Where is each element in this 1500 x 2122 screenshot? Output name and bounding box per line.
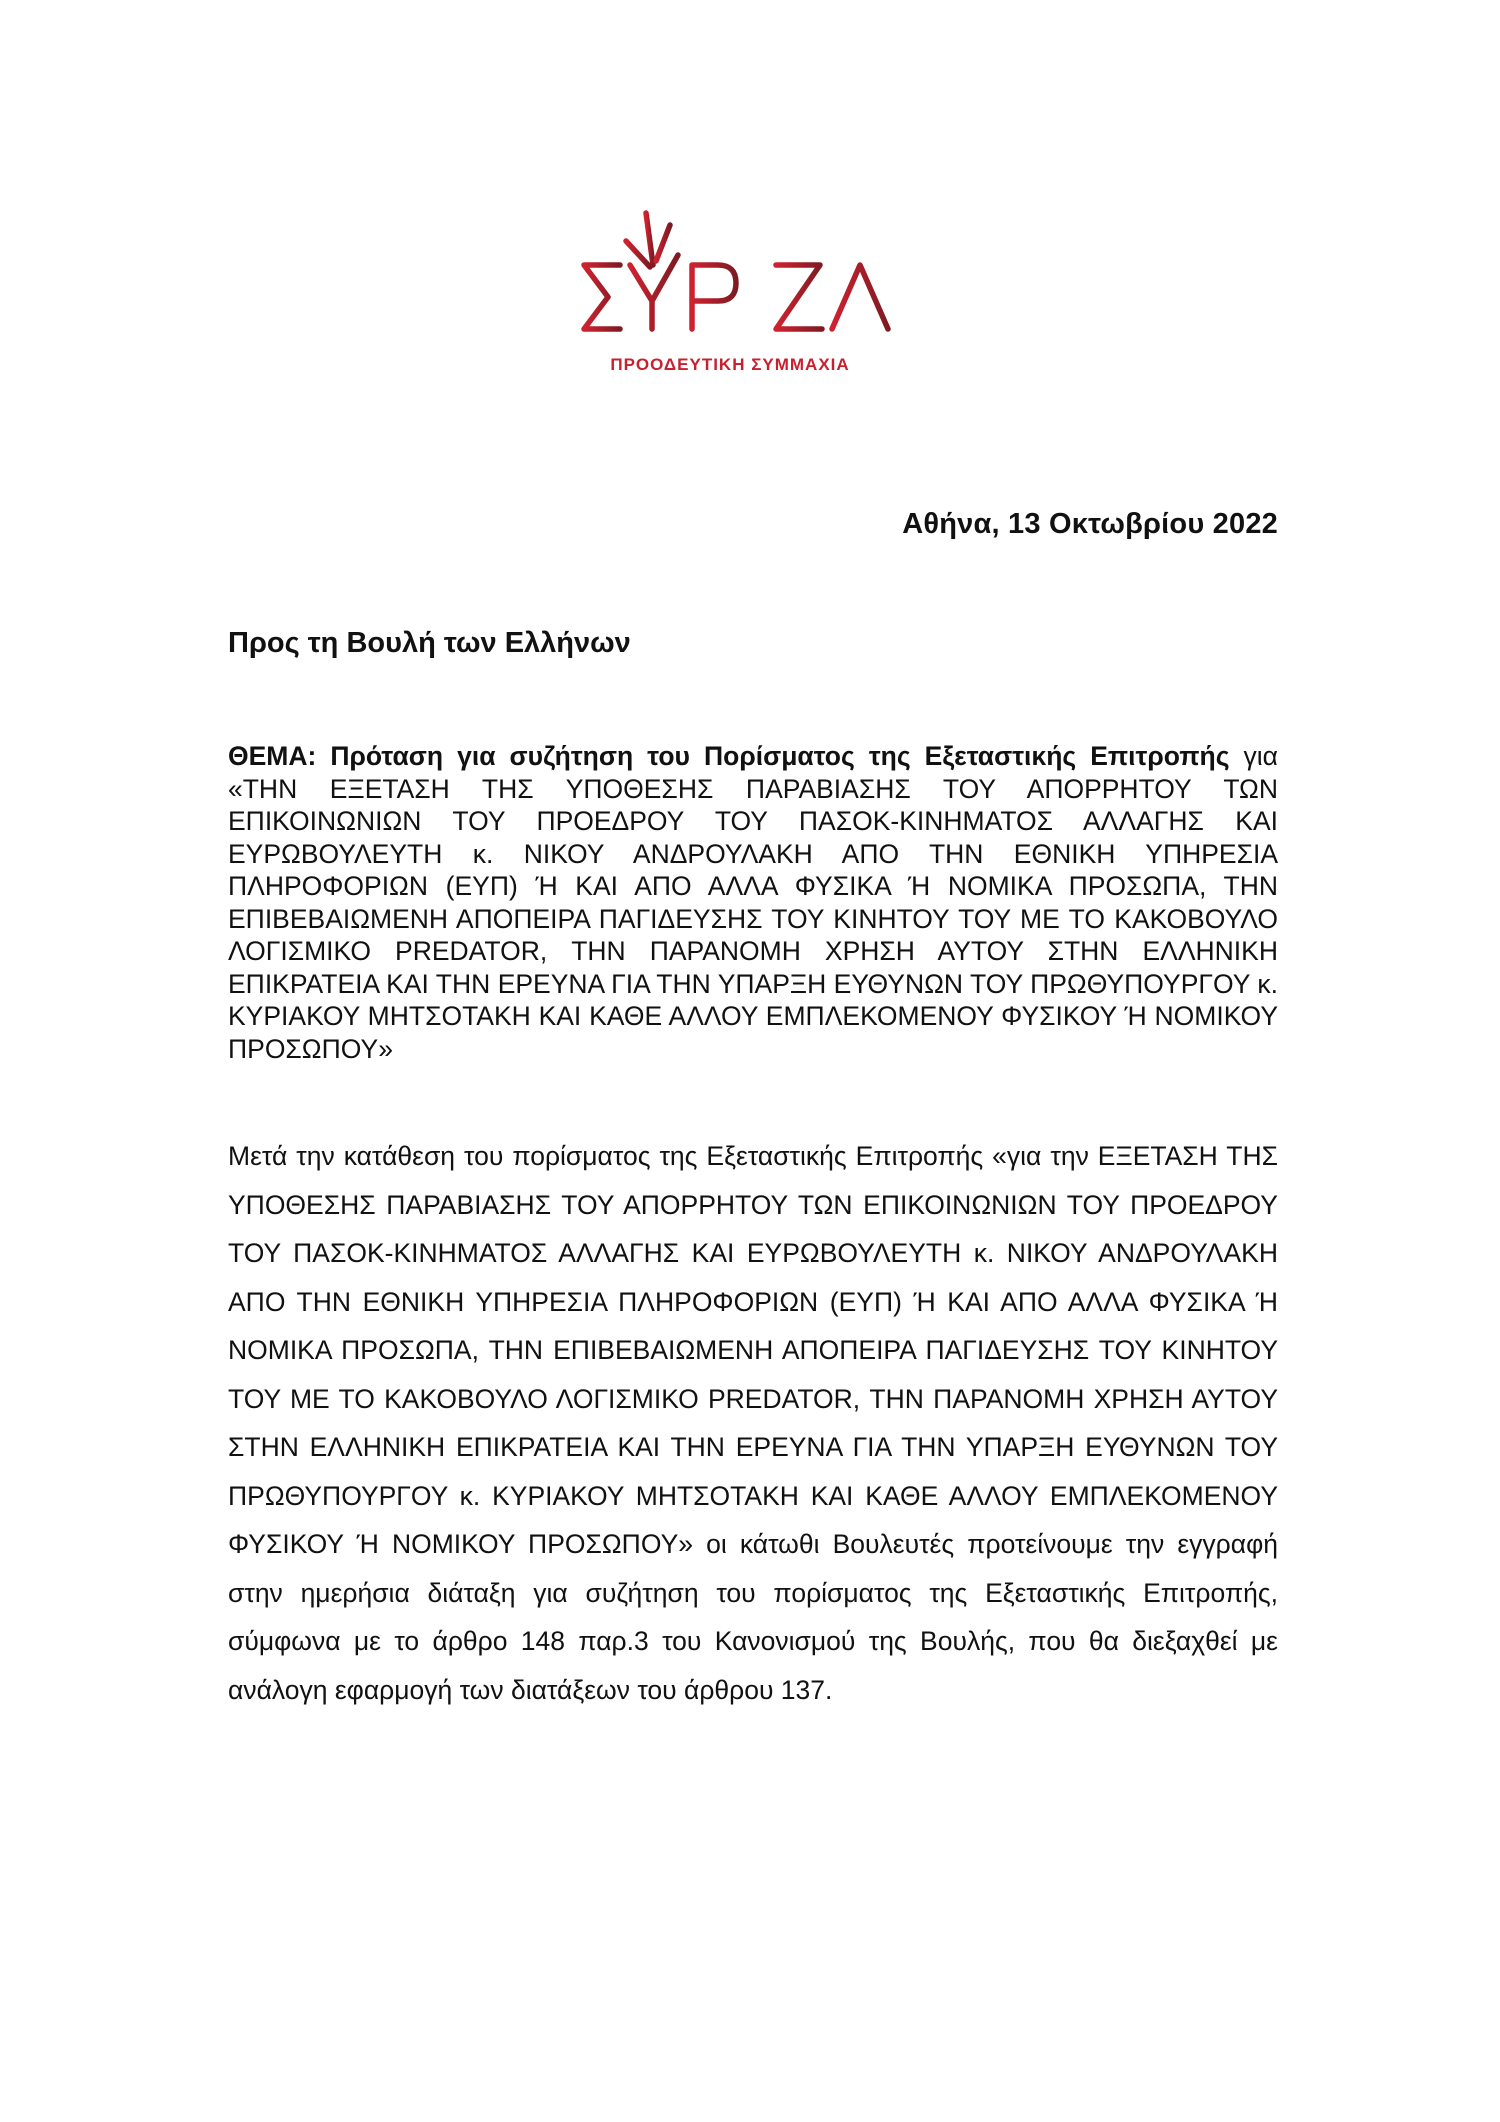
addressee: Προς τη Βουλή των Ελλήνων [228,627,631,659]
subject-text: για «ΤΗΝ ΕΞΕΤΑΣΗ ΤΗΣ ΥΠΟΘΕΣΗΣ ΠΑΡΑΒΙΑΣΗΣ ΤΟΥ ΑΠΟΡΡΗΤΟΥ ΤΩΝ ΕΠΙΚΟΙΝΩΝΙΩΝ ΤΟΥ ΠΡΟΕΔΡΟΥ ΤΟΥ ΠΑΣΟΚ-ΚΙΝΗΜΑΤΟΣ ΑΛΛΑΓΗΣ ΚΑΙ ΕΥΡΩΒΟΥΛΕΥΤΗ κ. ΝΙΚΟΥ ΑΝΔΡΟΥΛΑΚΗ ΑΠΟ ΤΗΝ ΕΘΝΙΚΗ ΥΠΗΡΕΣΙΑ ΠΛΗΡΟΦΟΡΙΩΝ (ΕΥΠ) Ή ΚΑΙ ΑΠΟ ΑΛΛΑ ΦΥΣΙΚΑ Ή ΝΟΜΙΚΑ ΠΡΟΣΩΠΑ, ΤΗΝ ΕΠΙΒΕΒΑΙΩΜΕΝΗ ΑΠΟΠΕΙΡΑ ΠΑΓΙΔΕΥΣΗΣ ΤΟΥ ΚΙΝΗΤΟΥ ΤΟΥ ΜΕ ΤΟ ΚΑΚΟΒΟΥΛΟ ΛΟΓΙΣΜΙΚΟ PREDATOR, ΤΗΝ ΠΑΡΑΝΟΜΗ ΧΡΗΣΗ ΑΥΤΟΥ ΣΤΗΝ ΕΛΛΗΝΙΚΗ ΕΠΙΚΡΑΤΕΙΑ ΚΑΙ ΤΗΝ ΕΡΕΥΝΑ ΓΙΑ ΤΗΝ ΥΠΑΡΞΗ ΕΥΘΥΝΩΝ ΤΟΥ ΠΡΩΘΥΠΟΥΡΓΟΥ κ. ΚΥΡΙΑΚΟΥ ΜΗΤΣΟΤΑΚΗ ΚΑΙ ΚΑΘΕ ΑΛΛΟΥ ΕΜΠΛΕΚΟΜΕΝΟΥ ΦΥΣΙΚΟΥ Ή ΝΟΜΙΚΟΥ ΠΡΟΣΩΠΟΥ» [228,741,1278,1064]
syriza-logo-graphic [560,195,960,375]
subject-label: ΘΕΜΑ: Πρόταση για συζήτηση του Πορίσματος της Εξεταστικής Επιτροπής [228,741,1230,771]
body-paragraph: Μετά την κατάθεση του πορίσματος της Εξεταστικής Επιτροπής «για την ΕΞΕΤΑΣΗ ΤΗΣ ΥΠΟΘΕΣΗΣ ΠΑΡΑΒΙΑΣΗΣ ΤΟΥ ΑΠΟΡΡΗΤΟΥ ΤΩΝ ΕΠΙΚΟΙΝΩΝΙΩΝ ΤΟΥ ΠΡΟΕΔΡΟΥ ΤΟΥ ΠΑΣΟΚ-ΚΙΝΗΜΑΤΟΣ ΑΛΛΑΓΗΣ ΚΑΙ ΕΥΡΩΒΟΥΛΕΥΤΗ κ. ΝΙΚΟΥ ΑΝΔΡΟΥΛΑΚΗ ΑΠΟ ΤΗΝ ΕΘΝΙΚΗ ΥΠΗΡΕΣΙΑ ΠΛΗΡΟΦΟΡΙΩΝ (ΕΥΠ) Ή ΚΑΙ ΑΠΟ ΑΛΛΑ ΦΥΣΙΚΑ Ή ΝΟΜΙΚΑ ΠΡΟΣΩΠΑ, ΤΗΝ ΕΠΙΒΕΒΑΙΩΜΕΝΗ ΑΠΟΠΕΙΡΑ ΠΑΓΙΔΕΥΣΗΣ ΤΟΥ ΚΙΝΗΤΟΥ ΤΟΥ ΜΕ ΤΟ ΚΑΚΟΒΟΥΛΟ ΛΟΓΙΣΜΙΚΟ PREDATOR, ΤΗΝ ΠΑΡΑΝΟΜΗ ΧΡΗΣΗ ΑΥΤΟΥ ΣΤΗΝ ΕΛΛΗΝΙΚΗ ΕΠΙΚΡΑΤΕΙΑ ΚΑΙ ΤΗΝ ΕΡΕΥΝΑ ΓΙΑ ΤΗΝ ΥΠΑΡΞΗ ΕΥΘΥΝΩΝ ΤΟΥ ΠΡΩΘΥΠΟΥΡΓΟΥ κ. ΚΥΡΙΑΚΟΥ ΜΗΤΣΟΤΑΚΗ ΚΑΙ ΚΑΘΕ ΑΛΛΟΥ ΕΜΠΛΕΚΟΜΕΝΟΥ ΦΥΣΙΚΟΥ Ή ΝΟΜΙΚΟΥ ΠΡΟΣΩΠΟΥ» οι κάτωθι Βουλευτές προτείνουμε την εγγραφή στην ημερήσια διάταξη για συζήτηση του πορίσματος της Εξεταστικής Επιτροπής, σύμφωνα με το άρθρο 148 παρ.3 του Κανονισμού της Βουλής, που θα διεξαχθεί με ανάλογη εφαρμογή των διατάξεων του άρθρου 137. [228,1141,1278,1705]
document-date: Αθήνα, 13 Οκτωβρίου 2022 [902,508,1278,540]
party-logo [560,195,960,375]
logo-tagline: ΠΡΟΟΔΕΥΤΙΚΗ ΣΥΜΜΑΧΙΑ [610,355,850,374]
subject-block [228,740,1278,1065]
